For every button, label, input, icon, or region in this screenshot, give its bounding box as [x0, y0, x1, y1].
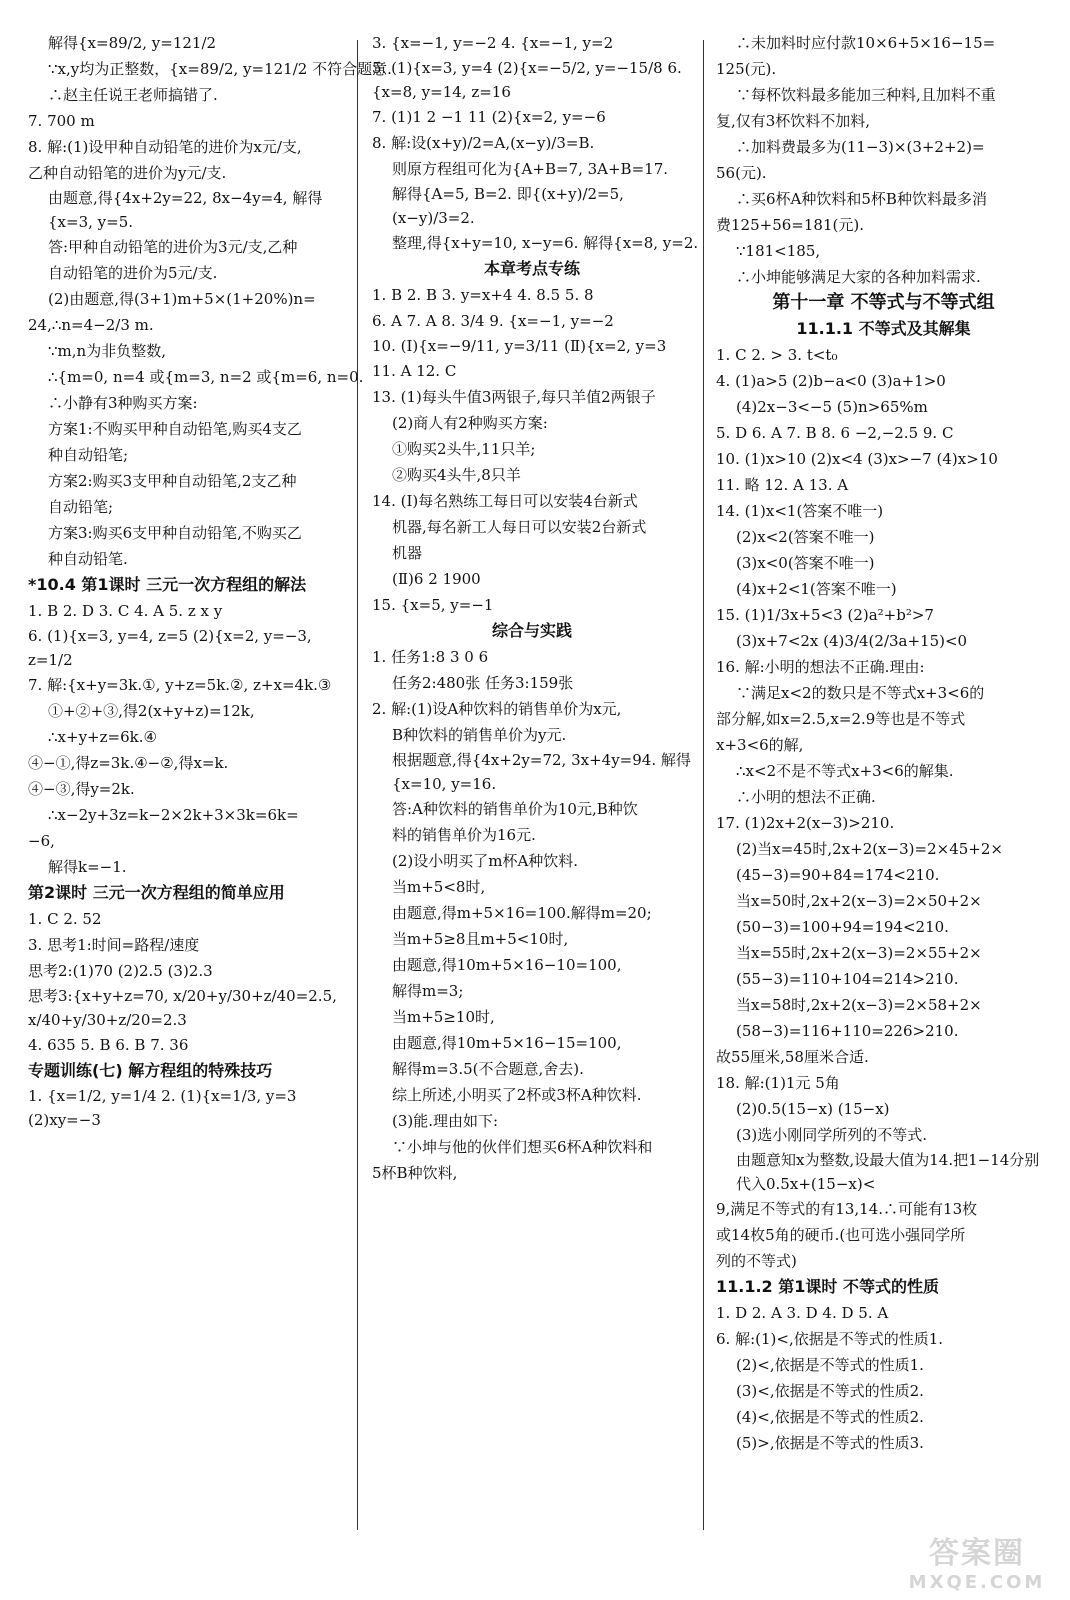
left-line: 24,∴n=4−2/3 m.: [28, 316, 154, 334]
middle-line: 10. (Ⅰ){x=−9/11, y=3/11 (Ⅱ){x=2, y=3: [372, 337, 667, 355]
left-column: [28, 30, 392, 1560]
right-line: 当x=50时,2x+2(x−3)=2×50+2×: [736, 892, 982, 910]
left-line: 3. 思考1:时间=路程/速度: [28, 936, 200, 954]
right-line: 1. C 2. > 3. t<t₀: [716, 346, 838, 364]
right-line: 费125+56=181(元).: [716, 216, 864, 234]
middle-line: 14. (Ⅰ)每名熟练工每日可以安装4台新式: [372, 492, 638, 510]
right-column: [716, 30, 1051, 1560]
middle-line: 则原方程组可化为{A+B=7, 3A+B=17.: [392, 160, 669, 178]
watermark-text-bottom: MXQE.COM: [908, 1572, 1046, 1593]
right-line: (3)x<0(答案不唯一): [736, 554, 875, 572]
right-line: ∴加料费最多为(11−3)×(3+2+2)=: [736, 138, 985, 156]
column-divider-1: [357, 40, 358, 1530]
right-line: (50−3)=100+94=194<210.: [736, 918, 949, 936]
left-line: 8. 解:(1)设甲种自动铅笔的进价为x元/支,: [28, 138, 302, 156]
middle-column: [372, 30, 699, 1560]
left-line: 7. 解:{x+y=3k.①, y+z=5k.②, z+x=4k.③: [28, 676, 332, 694]
right-line: (4)<,依据是不等式的性质2.: [736, 1408, 924, 1426]
middle-line: 解得{A=5, B=2. 即{(x+y)/2=5, (x−y)/3=2.: [392, 185, 624, 227]
middle-line: 11. A 12. C: [372, 362, 457, 380]
right-line: 1. D 2. A 3. D 4. D 5. A: [716, 1304, 889, 1322]
left-line: 专题训练(七) 解方程组的特殊技巧: [28, 1061, 273, 1080]
middle-line: 由题意,得10m+5×16−10=100,: [392, 956, 622, 974]
right-line: ∴未加料时应付款10×6+5×16−15=: [736, 34, 996, 52]
middle-line: ②购买4头牛,8只羊: [392, 466, 521, 484]
right-line: 18. 解:(1)1元 5角: [716, 1074, 840, 1092]
left-line: 答:甲种自动铅笔的进价为3元/支,乙种: [48, 238, 298, 256]
middle-line: 当m+5<8时,: [392, 878, 486, 896]
left-line: 解得k=−1.: [48, 858, 127, 876]
right-line: 复,仅有3杯饮料不加料,: [716, 112, 871, 130]
left-line: 方案1:不购买甲种自动铅笔,购买4支乙: [48, 420, 302, 438]
right-line: 125(元).: [716, 60, 777, 78]
left-line: 思考3:{x+y+z=70, x/20+y/30+z/40=2.5, x/40+y/30+z/20=2.3: [28, 987, 337, 1029]
right-line: (2)<,依据是不等式的性质1.: [736, 1356, 924, 1374]
left-line: ①+②+③,得2(x+y+z)=12k,: [48, 702, 255, 720]
left-line: 1. B 2. D 3. C 4. A 5. z x y: [28, 602, 223, 620]
left-line: 方案3:购买6支甲种自动铅笔,不购买乙: [48, 524, 302, 542]
middle-line: 由题意,得10m+5×16−15=100,: [392, 1034, 622, 1052]
right-line: 9,满足不等式的有13,14.∴可能有13枚: [716, 1200, 978, 1218]
right-line: 17. (1)2x+2(x−3)>210.: [716, 814, 895, 832]
left-line: ∴x−2y+3z=k−2×2k+3×3k=6k=: [48, 806, 299, 824]
right-line: (2)x<2(答案不唯一): [736, 528, 875, 546]
right-line: 第十一章 不等式与不等式组: [772, 292, 995, 313]
right-line: 6. 解:(1)<,依据是不等式的性质1.: [716, 1330, 944, 1348]
middle-line: ∵小坤与他的伙伴们想买6杯A种饮料和: [392, 1138, 653, 1156]
right-line: (4)x+2<1(答案不唯一): [736, 580, 897, 598]
middle-line: (3)能.理由如下:: [392, 1112, 499, 1130]
middle-line: 13. (1)每头牛值3两银子,每只羊值2两银子: [372, 388, 656, 406]
left-line: 1. {x=1/2, y=1/4 2. (1){x=1/3, y=3 (2)xy=−3: [28, 1087, 297, 1129]
left-line: ∵x,y均为正整数，{x=89/2, y=121/2 不符合题意.: [48, 60, 392, 78]
right-line: ∴小明的想法不正确.: [736, 788, 876, 806]
right-line: ∴买6杯A种饮料和5杯B种饮料最多消: [736, 190, 987, 208]
middle-line: 15. {x=5, y=−1: [372, 596, 494, 614]
middle-line: 综合与实践: [491, 621, 572, 640]
left-line: −6,: [28, 832, 55, 850]
right-line: 14. (1)x<1(答案不唯一): [716, 502, 884, 520]
left-line: 思考2:(1)70 (2)2.5 (3)2.3: [28, 962, 213, 980]
left-line: ∵m,n为非负整数,: [48, 342, 166, 360]
right-line: 4. (1)a>5 (2)b−a<0 (3)a+1>0: [716, 372, 946, 390]
middle-line: 当m+5≥10时,: [392, 1008, 495, 1026]
right-line: 或14枚5角的硬币.(也可选小强同学所: [716, 1226, 966, 1244]
middle-line: 1. B 2. B 3. y=x+4 4. 8.5 5. 8: [372, 286, 594, 304]
left-line: ∴{m=0, n=4 或{m=3, n=2 或{m=6, n=0.: [48, 368, 364, 386]
right-line: 15. (1)1/3x+5<3 (2)a²+b²>7: [716, 606, 934, 624]
left-line: 种自动铅笔.: [48, 550, 128, 568]
middle-line: 3. {x=−1, y=−2 4. {x=−1, y=2: [372, 34, 614, 52]
left-line: 由题意,得{4x+2y=22, 8x−4y=4, 解得{x=3, y=5.: [48, 189, 323, 231]
right-line: 列的不等式): [716, 1252, 797, 1270]
left-line: (2)由题意,得(3+1)m+5×(1+20%)n=: [48, 290, 316, 308]
left-line: 第2课时 三元一次方程组的简单应用: [28, 883, 285, 902]
middle-line: B种饮料的销售单价为y元.: [392, 726, 567, 744]
right-line: 当x=58时,2x+2(x−3)=2×58+2×: [736, 996, 982, 1014]
middle-line: 解得m=3.5(不合题意,舍去).: [392, 1060, 584, 1078]
right-line: x+3<6的解,: [716, 736, 804, 754]
left-line: ④−③,得y=2k.: [28, 780, 135, 798]
left-line: *10.4 第1课时 三元一次方程组的解法: [28, 575, 307, 594]
middle-line: (2)设小明买了m杯A种饮料.: [392, 852, 579, 870]
middle-line: 解得m=3;: [392, 982, 464, 1000]
middle-line: 5杯B种饮料,: [372, 1164, 458, 1182]
right-line: (3)选小刚同学所列的不等式.: [736, 1126, 928, 1144]
middle-line: 8. 解:设(x+y)/2=A,(x−y)/3=B.: [372, 134, 595, 152]
left-line: 解得{x=89/2, y=121/2: [48, 34, 217, 52]
middle-line: 综上所述,小明买了2杯或3杯A种饮料.: [392, 1086, 642, 1104]
left-line: ④−①,得z=3k.④−②,得x=k.: [28, 754, 229, 772]
right-line: (55−3)=110+104=214>210.: [736, 970, 959, 988]
middle-line: 根据题意,得{4x+2y=72, 3x+4y=94. 解得{x=10, y=16.: [392, 751, 691, 793]
watermark-text-top: 答案圈: [929, 1536, 1025, 1571]
left-line: 乙种自动铅笔的进价为y元/支.: [28, 164, 227, 182]
right-line: 5. D 6. A 7. B 8. 6 −2,−2.5 9. C: [716, 424, 954, 442]
right-line: (58−3)=116+110=226>210.: [736, 1022, 959, 1040]
middle-line: 当m+5≥8且m+5<10时,: [392, 930, 569, 948]
left-line: 自动铅笔的进价为5元/支.: [48, 264, 218, 282]
watermark-logo: [902, 1528, 1052, 1593]
middle-line: 答:A种饮料的销售单价为10元,B种饮: [392, 800, 638, 818]
column-divider-2: [703, 40, 704, 1530]
left-line: ∴x+y+z=6k.④: [48, 728, 157, 746]
right-line: 11. 略 12. A 13. A: [716, 476, 849, 494]
right-line: 56(元).: [716, 164, 767, 182]
left-line: ∴小静有3种购买方案:: [48, 394, 198, 412]
right-line: (45−3)=90+84=174<210.: [736, 866, 940, 884]
right-line: (2)0.5(15−x) (15−x): [736, 1100, 890, 1118]
middle-line: ①购买2头牛,11只羊;: [392, 440, 536, 458]
right-line: 由题意知x为整数,设最大值为14.把1−14分别代入0.5x+(15−x)<: [736, 1151, 1040, 1193]
left-line: 自动铅笔;: [48, 498, 114, 516]
middle-line: 本章考点专练: [483, 259, 580, 278]
right-line: 16. 解:小明的想法不正确.理由:: [716, 658, 925, 676]
right-line: 当x=55时,2x+2(x−3)=2×55+2×: [736, 944, 982, 962]
middle-line: (Ⅱ)6 2 1900: [392, 570, 481, 588]
right-line: ∵满足x<2的数只是不等式x+3<6的: [736, 684, 985, 702]
right-line: 部分解,如x=2.5,x=2.9等也是不等式: [716, 710, 966, 728]
left-line: 种自动铅笔;: [48, 446, 129, 464]
right-line: ∵每杯饮料最多能加三种料,且加料不重: [736, 86, 996, 104]
right-line: ∵181<185,: [736, 242, 821, 260]
right-line: 11.1.2 第1课时 不等式的性质: [716, 1277, 939, 1296]
left-line: 7. 700 m: [28, 112, 95, 130]
middle-line: 料的销售单价为16元.: [392, 826, 536, 844]
right-line: 故55厘米,58厘米合适.: [716, 1048, 869, 1066]
right-line: (2)当x=45时,2x+2(x−3)=2×45+2×: [736, 840, 1003, 858]
right-line: ∴x<2不是不等式x+3<6的解集.: [736, 762, 954, 780]
right-line: (3)<,依据是不等式的性质2.: [736, 1382, 924, 1400]
left-line: 方案2:购买3支甲种自动铅笔,2支乙种: [48, 472, 297, 490]
middle-line: 6. A 7. A 8. 3/4 9. {x=−1, y=−2: [372, 312, 614, 330]
middle-line: 5. (1){x=3, y=4 (2){x=−5/2, y=−15/8 6. {x=8, y=14, z=16: [372, 59, 682, 101]
middle-line: 1. 任务1:8 3 0 6: [372, 648, 489, 666]
middle-line: 整理,得{x+y=10, x−y=6. 解得{x=8, y=2.: [392, 234, 699, 252]
right-line: (3)x+7<2x (4)3/4(2/3a+15)<0: [736, 632, 968, 650]
middle-line: 机器: [392, 544, 423, 562]
left-line: ∴赵主任说王老师搞错了.: [48, 86, 218, 104]
left-line: 4. 635 5. B 6. B 7. 36: [28, 1036, 189, 1054]
right-line: (5)>,依据是不等式的性质3.: [736, 1434, 924, 1452]
right-line: ∴小坤能够满足大家的各种加料需求.: [736, 268, 981, 286]
right-line: 10. (1)x>10 (2)x<4 (3)x>−7 (4)x>10: [716, 450, 998, 468]
right-line: 11.1.1 不等式及其解集: [796, 319, 971, 338]
middle-line: 2. 解:(1)设A种饮料的销售单价为x元,: [372, 700, 622, 718]
middle-line: 7. (1)1 2 −1 11 (2){x=2, y=−6: [372, 108, 606, 126]
left-line: 1. C 2. 52: [28, 910, 102, 928]
middle-line: 由题意,得m+5×16=100.解得m=20;: [392, 904, 652, 922]
middle-line: 任务2:480张 任务3:159张: [392, 674, 574, 692]
middle-line: 机器,每名新工人每日可以安装2台新式: [392, 518, 647, 536]
middle-line: (2)商人有2种购买方案:: [392, 414, 548, 432]
left-line: 6. (1){x=3, y=4, z=5 (2){x=2, y=−3, z=1/2: [28, 627, 312, 669]
right-line: (4)2x−3<−5 (5)n>65%m: [736, 398, 928, 416]
